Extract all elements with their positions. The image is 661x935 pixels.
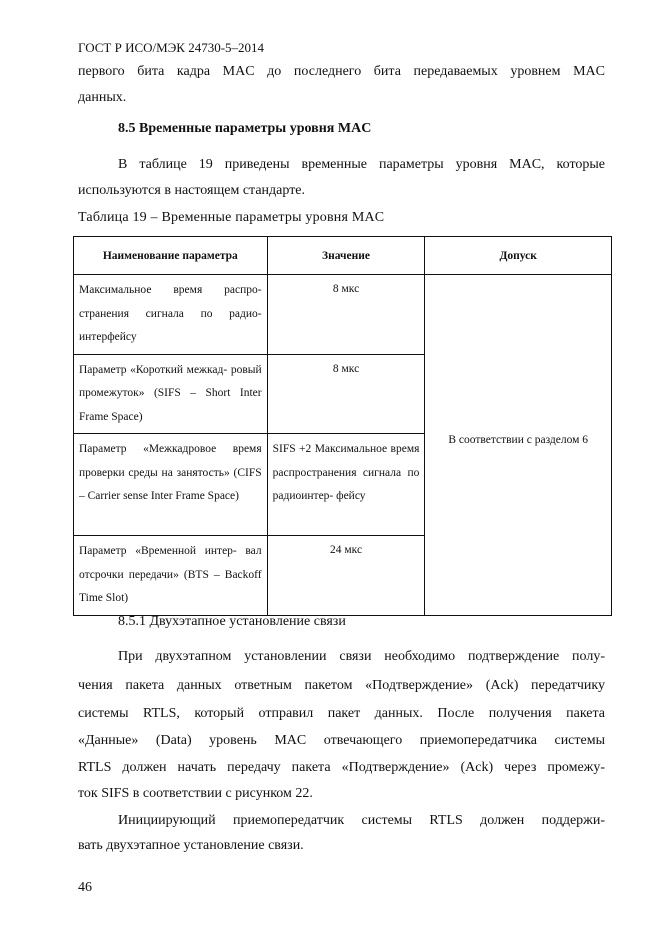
section-text-line-1: В таблице 19 приведены временные параметры уровня MAC, которые	[118, 157, 605, 172]
intro-line-1: первого бита кадра MAC до последнего бита передаваемых уровнем MAC	[78, 64, 605, 79]
row-1-name: Максимальное время распро- странения сигнала по радио- интерфейсу	[79, 284, 262, 343]
table-row	[74, 275, 612, 355]
section-text-line-2: используются в настоящем стандарте.	[78, 183, 306, 198]
header-parameter-name: Наименование параметра	[74, 237, 268, 275]
header-value: Значение	[267, 237, 425, 275]
para1-line-6: ток SIFS в соответствии с рисунком 22.	[78, 786, 313, 801]
para2-line-1: Инициирующий приемопередатчик системы RTLS должен поддержи-	[118, 813, 605, 828]
document-header: ГОСТ Р ИСО/МЭК 24730-5–2014	[78, 40, 265, 55]
para1-line-5: RTLS должен начать передачу пакета «Подтверждение» (Ack) через промежу-	[78, 760, 605, 775]
para1-line-4: «Данные» (Data) уровень MAC отвечающего приемопередатчика системы	[78, 733, 605, 748]
row-4-value: 24 мкс	[329, 544, 363, 556]
subsection-title: 8.5.1 Двухэтапное установление связи	[118, 614, 346, 629]
section-title: 8.5 Временные параметры уровня MAC	[118, 121, 372, 136]
table-header-row	[74, 237, 612, 275]
timing-parameters-table	[73, 236, 612, 616]
header-tolerance: Допуск	[425, 237, 612, 275]
row-3-value: SIFS +2 Максимальное время распространения сигнала по радиоинтер- фейсу	[272, 443, 420, 502]
row-4-name: Параметр «Временной интер- вал отсрочки передачи» (BTS – Backoff Time Slot)	[79, 545, 262, 604]
row-2-name: Параметр «Короткий межкад- ровый промежуток» (SIFS – Short Inter Frame Space)	[79, 363, 262, 423]
tolerance-value: В соответствии с разделом 6	[448, 434, 589, 446]
table-caption: Таблица 19 – Временные параметры уровня MAC	[78, 210, 385, 225]
row-2-value: 8 мкс	[332, 362, 360, 375]
page-number: 46	[78, 880, 92, 895]
intro-line-2: данных.	[78, 90, 127, 105]
row-1-value: 8 мкс	[332, 283, 360, 295]
para1-line-1: При двухэтапном установлении связи необходимо подтверждение полу-	[118, 649, 605, 664]
para2-line-2: вать двухэтапное установление связи.	[78, 838, 304, 853]
para1-line-2: чения пакета данных ответным пакетом «Подтверждение» (Ack) передатчику	[78, 678, 605, 693]
para1-line-3: системы RTLS, который отправил пакет данных. После получения пакета	[78, 706, 605, 721]
row-3-name: Параметр «Межкадровое время проверки среды на занятость» (CIFS – Carrier sense Inter Frame Space)	[79, 443, 262, 502]
